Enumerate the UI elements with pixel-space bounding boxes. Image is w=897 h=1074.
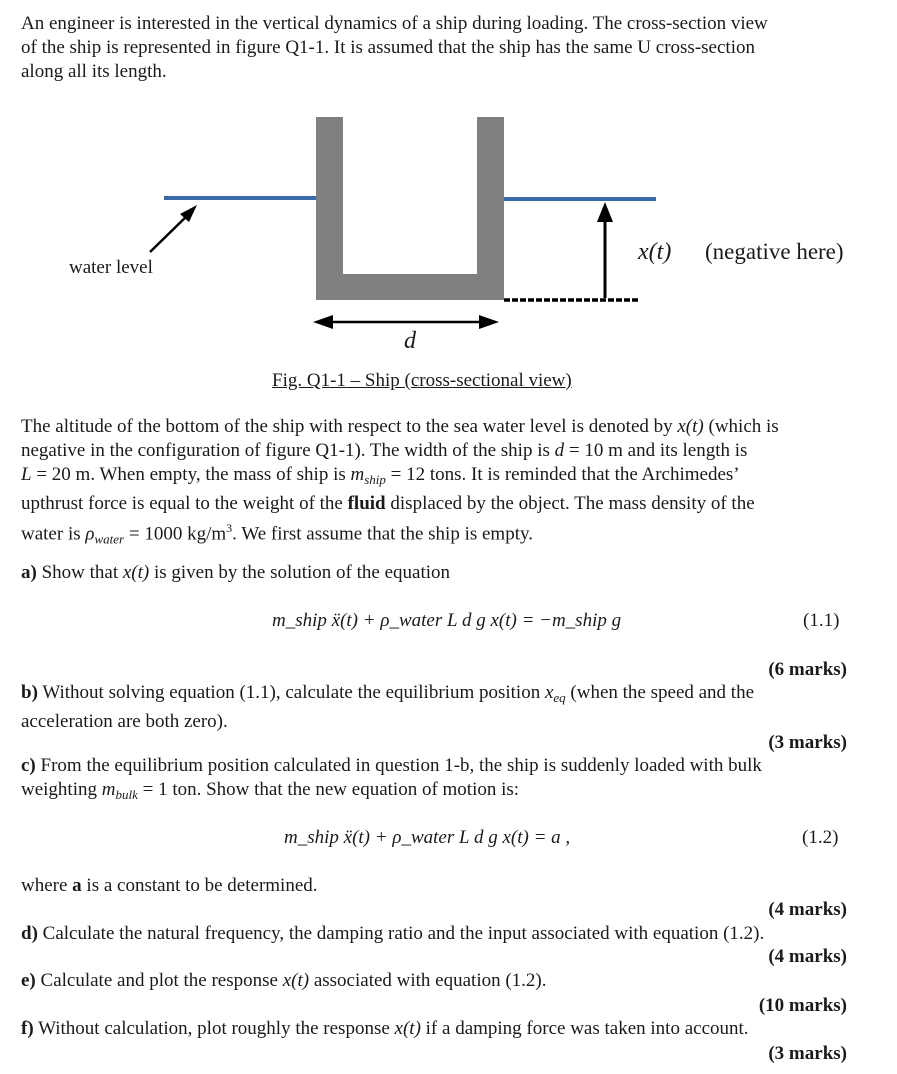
intro-line-3: along all its length. <box>21 61 167 82</box>
marks-f: (3 marks) <box>768 1043 847 1064</box>
equation-1-2-number: (1.2) <box>802 827 839 848</box>
water-level-label: water level <box>69 257 153 278</box>
question-c-after: where a is a constant to be determined. <box>21 875 318 896</box>
marks-d: (4 marks) <box>768 946 847 967</box>
d-arrowhead-right <box>479 315 499 329</box>
ship-figure <box>0 0 897 370</box>
intro-line-2: of the ship is represented in figure Q1-1. It is assumed that the ship has the same U cross-section <box>21 37 755 58</box>
context-paragraph <box>21 415 851 551</box>
marks-e: (10 marks) <box>758 995 847 1016</box>
equation-1-1-number: (1.1) <box>803 610 840 631</box>
equation-1-1: m_ship ẍ(t) + ρ_water L d g x(t) = −m_ship g <box>272 610 622 631</box>
figure-caption: Fig. Q1-1 – Ship (cross-sectional view) <box>272 370 572 391</box>
intro-line-1: An engineer is interested in the vertical dynamics of a ship during loading. The cross-section view <box>21 13 768 34</box>
question-c <box>21 754 851 807</box>
water-level-arrow <box>150 213 190 252</box>
equation-1-2: m_ship ẍ(t) + ρ_water L d g x(t) = a , <box>284 827 571 848</box>
question-b <box>21 681 851 734</box>
question-d: d) Calculate the natural frequency, the damping ratio and the input associated with equation (1.2). <box>21 923 765 944</box>
context-line-2: negative in the configuration of figure Q1-1). The width of the ship is d = 10 m and its length is <box>21 440 748 461</box>
marks-a: (6 marks) <box>768 659 847 680</box>
question-a: a) Show that x(t) is given by the solution of the equation <box>21 562 451 583</box>
x-label: x(t) <box>638 239 672 265</box>
context-line-3: L = 20 m. When empty, the mass of ship is $m_{ship} = 12$ tons. It is reminded that the Archimedes’ <box>21 464 740 487</box>
d-arrowhead-left <box>313 315 333 329</box>
question-c-line-1: c) From the equilibrium position calculated in question 1-b, the ship is suddenly loaded with bulk <box>21 755 762 776</box>
question-b-line-1: b) Without solving equation (1.1), calculate the equilibrium position $x_{eq}$ (when the speed and the <box>21 682 755 705</box>
question-c-line-2: weighting $m_{bulk} = 1$ ton. Show that the new equation of motion is: <box>21 779 520 802</box>
x-note: (negative here) <box>705 239 844 264</box>
question-e: e) Calculate and plot the response x(t) associated with equation (1.2). <box>21 970 547 991</box>
context-line-1: The altitude of the bottom of the ship with respect to the sea water level is denoted by x(t) (which is <box>21 416 779 437</box>
context-line-4: upthrust force is equal to the weight of the fluid displaced by the object. The mass density of the <box>21 493 755 514</box>
ship-hull <box>316 117 504 300</box>
marks-c: (4 marks) <box>768 899 847 920</box>
question-b-line-2: acceleration are both zero). <box>21 711 228 732</box>
d-label: d <box>404 328 416 354</box>
marks-b: (3 marks) <box>768 732 847 753</box>
context-line-5: water is $\rho_{water} = 1000$ $kg/m^3$. We first assume that the ship is empty. <box>21 521 534 547</box>
x-arrowhead <box>597 202 613 222</box>
question-f: f) Without calculation, plot roughly the response x(t) if a damping force was taken into account. <box>21 1018 749 1039</box>
